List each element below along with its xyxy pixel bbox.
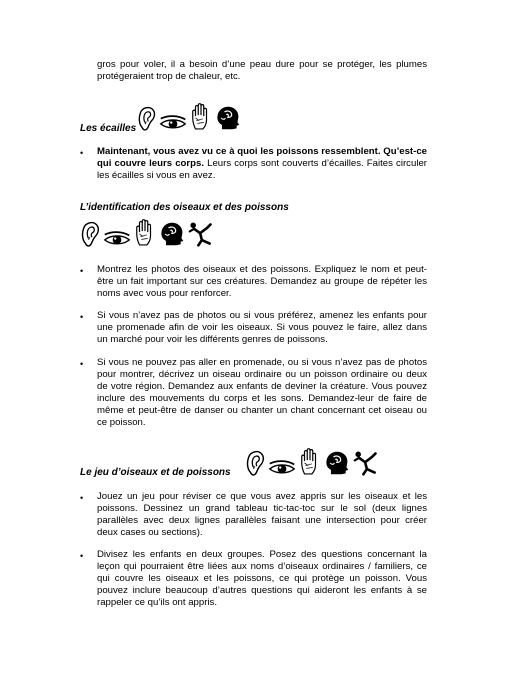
list-item: Montrez les photos des oiseaux et des poissons. Expliquez le nom et peut-être un fait important sur ces créatures. Demandez au groupe de répéter les noms avec vous pour renforcer.: [97, 264, 427, 299]
bullet-symbol: •: [80, 359, 84, 369]
bullet-bold-text: Maintenant, vous avez vu ce à quoi les poissons ressemblent. Qu’est-ce qui couvre leurs corps.: [97, 146, 427, 169]
stretching-figure-icon: [353, 450, 379, 476]
section-icons: [245, 448, 379, 476]
section-heading: L’identification des oiseaux et des poissons: [80, 202, 289, 213]
bullet-symbol: •: [80, 266, 84, 276]
eye-icon: [159, 115, 187, 131]
hand-icon: [299, 448, 321, 476]
eye-icon: [268, 460, 296, 476]
stretching-figure-icon: [188, 221, 214, 247]
ear-icon: [245, 449, 265, 476]
ear-icon: [137, 105, 156, 131]
head-thinking-icon: [324, 450, 350, 476]
head-thinking-icon: [159, 221, 185, 247]
hand-icon: [134, 219, 156, 247]
head-thinking-icon: [215, 105, 241, 131]
bullet-symbol: •: [80, 312, 84, 322]
bullet-text: Leurs corps sont couverts d’écailles. Faites circuler les écailles si vous en avez.: [97, 158, 427, 181]
list-item: Si vous ne pouvez pas aller en promenade, ou si vous n’avez pas de photos pour montrer, décrivez un oiseau ordinaire ou un poisson ordinaire ou deux de votre région. Demandez aux enfants de deviner la créature. Vous pouvez inclure des mouvements du corps et les sons. Demandez-leur de faire de même et peut-être de danser ou chanter un chant concernant cet oiseau ou ce poisson.: [97, 357, 427, 428]
hand-icon: [190, 103, 212, 131]
list-item: Si vous n’avez pas de photos ou si vous préférez, amenez les enfants pour une promenade afin de voir les oiseaux. Si vous pouvez le faire, allez dans un marché pour voir les différents genres de poissons.: [97, 310, 427, 345]
ear-icon: [80, 220, 100, 247]
list-item: [97, 146, 427, 182]
intro-paragraph: gros pour voler, il a besoin d’une peau dure pour se protéger, les plumes protégeraient trop de chaleur, etc.: [97, 59, 427, 82]
section-heading: Le jeu d’oiseaux et de poissons: [80, 467, 231, 478]
section-heading: Les écailles: [80, 123, 137, 134]
eye-icon: [103, 231, 131, 247]
section-icons: [137, 103, 241, 131]
bullet-symbol: •: [80, 148, 84, 158]
section-icons: [80, 219, 214, 247]
bullet-symbol: •: [80, 551, 84, 561]
bullet-symbol: •: [80, 493, 84, 503]
list-item: Divisez les enfants en deux groupes. Posez des questions concernant la leçon qui pourraient être liées aux noms d’oiseaux ordinaires / familiers, ce qui couvre les oiseaux et les poissons, ce qui protège un poisson. Vous pouvez inclure beaucoup d’autres questions qui aideront les enfants à se rappeler ce qu’ils ont appris.: [97, 549, 427, 608]
list-item: Jouez un jeu pour réviser ce que vous avez appris sur les oiseaux et les poissons. Dessinez un grand tableau tic-tac-toc sur le sol (deux lignes parallèles avec deux lignes parallèles faisant une intersection pour créer deux cases ou sections).: [97, 491, 427, 538]
